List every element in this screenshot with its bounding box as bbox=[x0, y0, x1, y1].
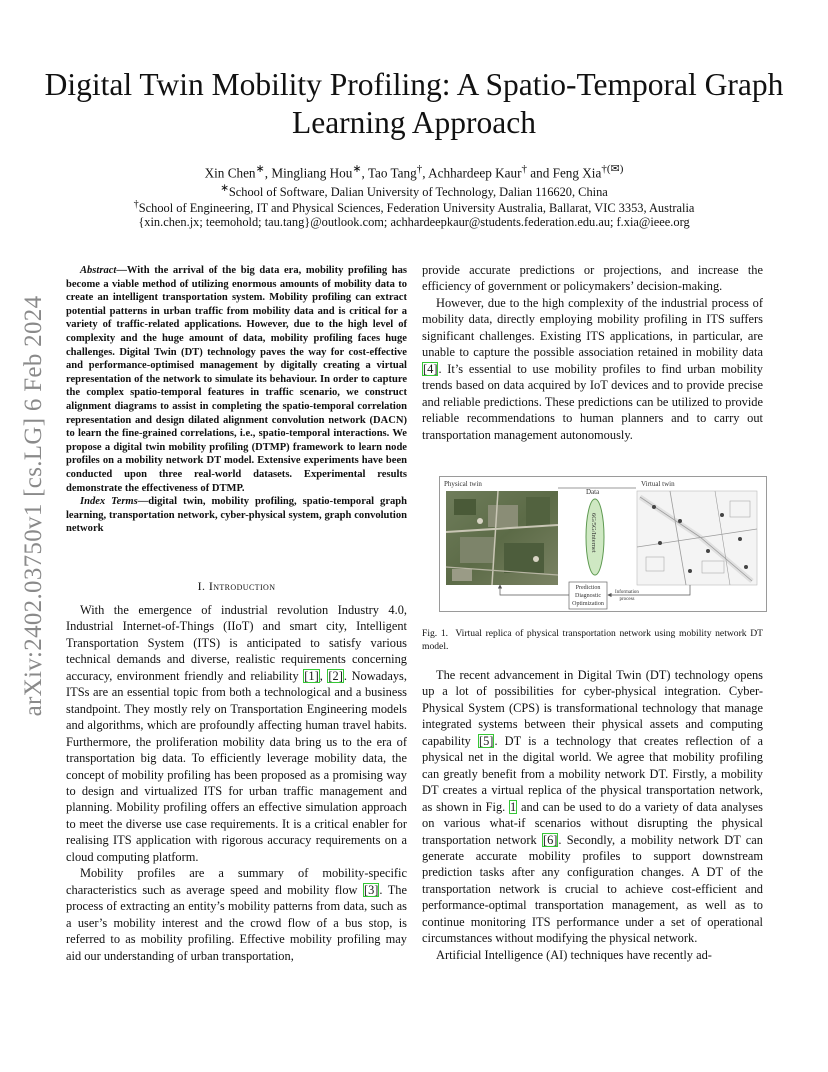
arxiv-watermark bbox=[14, 296, 54, 716]
citation-link[interactable]: [6] bbox=[542, 832, 558, 847]
author-name: Achhardeep Kaur bbox=[428, 165, 522, 181]
channel-label: 6G/5G/Internet bbox=[590, 513, 597, 553]
virtual-twin-label: Virtual twin bbox=[641, 480, 675, 488]
citation-link[interactable]: [3] bbox=[363, 882, 379, 897]
caption-text: Virtual replica of physical transportation network using mobility network DT model. bbox=[422, 628, 764, 652]
section-title: Introduction bbox=[208, 579, 276, 593]
data-label: Data bbox=[586, 488, 600, 496]
info-line: process bbox=[619, 597, 635, 602]
figure-diagram bbox=[440, 477, 766, 611]
affiliation-mark: † bbox=[133, 199, 139, 210]
author-name: Mingliang Hou bbox=[271, 165, 353, 181]
figure-caption bbox=[422, 628, 763, 653]
author-line: Xin Chen∗, Mingliang Hou∗, Tao Tang†, Achhardeep Kaur† and Feng Xia†(✉) bbox=[204, 163, 624, 181]
section-heading bbox=[66, 579, 407, 594]
author-emails: {xin.chen.jx; teemohold; tau.tang}@outlook.com; achhardeepkaur@students.federation.edu.au; f.xia@ieee.org bbox=[138, 215, 690, 229]
intro-text bbox=[66, 602, 407, 964]
abstract bbox=[66, 264, 407, 536]
right-column-bottom bbox=[422, 667, 763, 963]
body-paragraph: Artificial Intelligence (AI) techniques have recently ad- bbox=[436, 947, 712, 962]
index-terms-label: Index Terms bbox=[80, 496, 138, 508]
process-line: Optimization bbox=[572, 601, 604, 607]
body-paragraph: However, due to the high complexity of the industrial process of mobility data, directly employing mobility profiling in ITS suffers significant challenges. Existing ITS applications, in particular, are unable to capture the possible association retained in mobility data [4]. It’s essential to use mobility profiles to find urban mobility trends based on data acquired by IoT devices and to provide precise and reliable predictions. These predictions can be utilized to provide reliable recommendations to human planners and to carry out transportation management autonomously. bbox=[422, 295, 763, 442]
citation-link[interactable]: [1] bbox=[304, 668, 319, 683]
affiliation-text: School of Software, Dalian University of Technology, Dalian 116620, China bbox=[228, 185, 608, 200]
process-line: Diagnostic bbox=[575, 593, 601, 599]
author-mark: †(✉) bbox=[601, 163, 624, 175]
author-name: Feng Xia bbox=[552, 165, 602, 181]
section-number: I. bbox=[197, 579, 206, 593]
abstract-label: Abstract bbox=[80, 265, 117, 276]
abstract-text: —With the arrival of the big data era, mobility profiling has become a viable method of utilizing enormous amounts of mobility data to create an intelligent transportation system. Mobility profiling can extract potential patterns in urban traffic from mobility data and is critical for a variety of traffic-related applications. However, due to the high level of complexity and the huge amount of data, mobility profiling faces huge challenges. Digital Twin (DT) technology paves the way for cost-effective and performance-optimised management by digitally creating a virtual representation of the network to simulate its behaviour. In order to capture the complex spatio-temporal features in traffic scenario, we construct alignment diagrams to assist in completing the spatio-temporal correlation representation and design dilated alignment convolution network (DACN) to learn the fine-grained correlations, i.e., spatio-temporal interactions. We propose a digital twin mobility profiling (DTMP) framework to learn node profiles on a mobility network DT model. Extensive experiments have been conducted upon three real-world datasets. Experimental results demonstrate the effectiveness of DTMP. bbox=[66, 265, 407, 494]
process-line: Prediction bbox=[575, 585, 601, 591]
right-column-top bbox=[422, 262, 763, 443]
author-name: Tao Tang bbox=[367, 165, 417, 181]
author-name: Xin Chen bbox=[204, 165, 256, 181]
info-line: Information bbox=[615, 590, 639, 595]
physical-twin-label: Physical twin bbox=[444, 480, 482, 488]
affiliation-mark: ∗ bbox=[220, 183, 229, 194]
citation-link[interactable]: [4] bbox=[423, 361, 438, 376]
figure-link[interactable]: 1 bbox=[510, 799, 517, 814]
arxiv-id: arXiv:2402.03750v1 [cs.LG] 6 Feb 2024 bbox=[20, 295, 47, 717]
flow-arrow bbox=[500, 585, 569, 595]
citation-link[interactable]: [2] bbox=[328, 668, 343, 683]
paper-title: Digital Twin Mobility Profiling: A Spatio-Temporal Graph Learning Approach bbox=[44, 67, 784, 140]
author-conjunction: and bbox=[530, 165, 550, 181]
author-mark: † bbox=[416, 163, 423, 175]
figure-1 bbox=[439, 476, 767, 612]
intro-paragraph: With the emergence of industrial revolution Industry 4.0, Industrial Internet-of-Things (IIoT) and smart city, Intelligent Transportation System (ITS) is anticipated to satisfy various technical demands and diverse, realistic requirements concerning accuracy, environment friendly and reliability [1], [2]. Nowadays, ITSs are an essential topic from both a technological and a business standpoint. They mostly rely on Transportation Engineering models and algorithms, which are profoundly affecting human travel habits. Furthermore, the proliferation mobility data bring us to the era of transportation big data. To efficiently leverage mobility data, the concept of mobility profiling has been proposed as a promising way to design and virtualized ITS for urban traffic management and planning. Mobility profiling offers an effective simulation approach to meet the diverse use case requirements. It is a critical enabler for realising ITS application with rigorous accuracy requirements on a cloud computing platform. bbox=[66, 603, 407, 864]
intro-paragraph: Mobility profiles are a summary of mobility-specific characteristics such as average speed and mobility flow [3]. The process of extracting an entity’s mobility patterns from data, such as a user’s mobility interest and the crowd flow of a bus stop, is referred to as mobility profiling. Effective mobility profiling may aid our understanding of urban transportation, bbox=[66, 866, 407, 963]
caption-label: Fig. 1. bbox=[422, 628, 449, 639]
index-terms-text: —digital twin, mobility profiling, spatio-temporal graph learning, transportation network, cyber-physical system, graph convolution network bbox=[66, 496, 408, 535]
body-paragraph: provide accurate predictions or projections, and increase the efficiency of government or policymakers’ decision-making. bbox=[422, 263, 763, 294]
affiliation-text: School of Engineering, IT and Physical Sciences, Federation University Australia, Ballarat, VIC 3353, Australia bbox=[138, 201, 695, 216]
citation-link[interactable]: [5] bbox=[478, 733, 494, 748]
author-mark: ∗ bbox=[255, 163, 265, 175]
body-paragraph: The recent advancement in Digital Twin (DT) technology opens up a lot of possibilities for cyber-physical integration. Cyber-Physical System (CPS) is transformational technology that manage integrated systems between their physical assets and computing capability [5]. DT is a technology that creates reflection of a physical net in the digital world. We agree that mobility profiling can greatly benefit from a mobility network DT. Firstly, a mobility DT creates a virtual replica of the physical transportation network, as shown in Fig. 1 and can be used to do a variety of data analyses on various what-if scenarios without disrupting the physical transportation network [6]. Secondly, a mobility network DT can generate accurate mobility profiles to support downstream prediction tasks after any configuration changes. A DT of the transportation network is crucial to achieve cost-efficient and performance-optimal transportation management, as well as to continue monitoring ITS performance under a set of operational circumstances without modifying the physical network. bbox=[422, 668, 763, 946]
author-mark: ∗ bbox=[352, 163, 362, 175]
author-mark: † bbox=[521, 163, 527, 175]
